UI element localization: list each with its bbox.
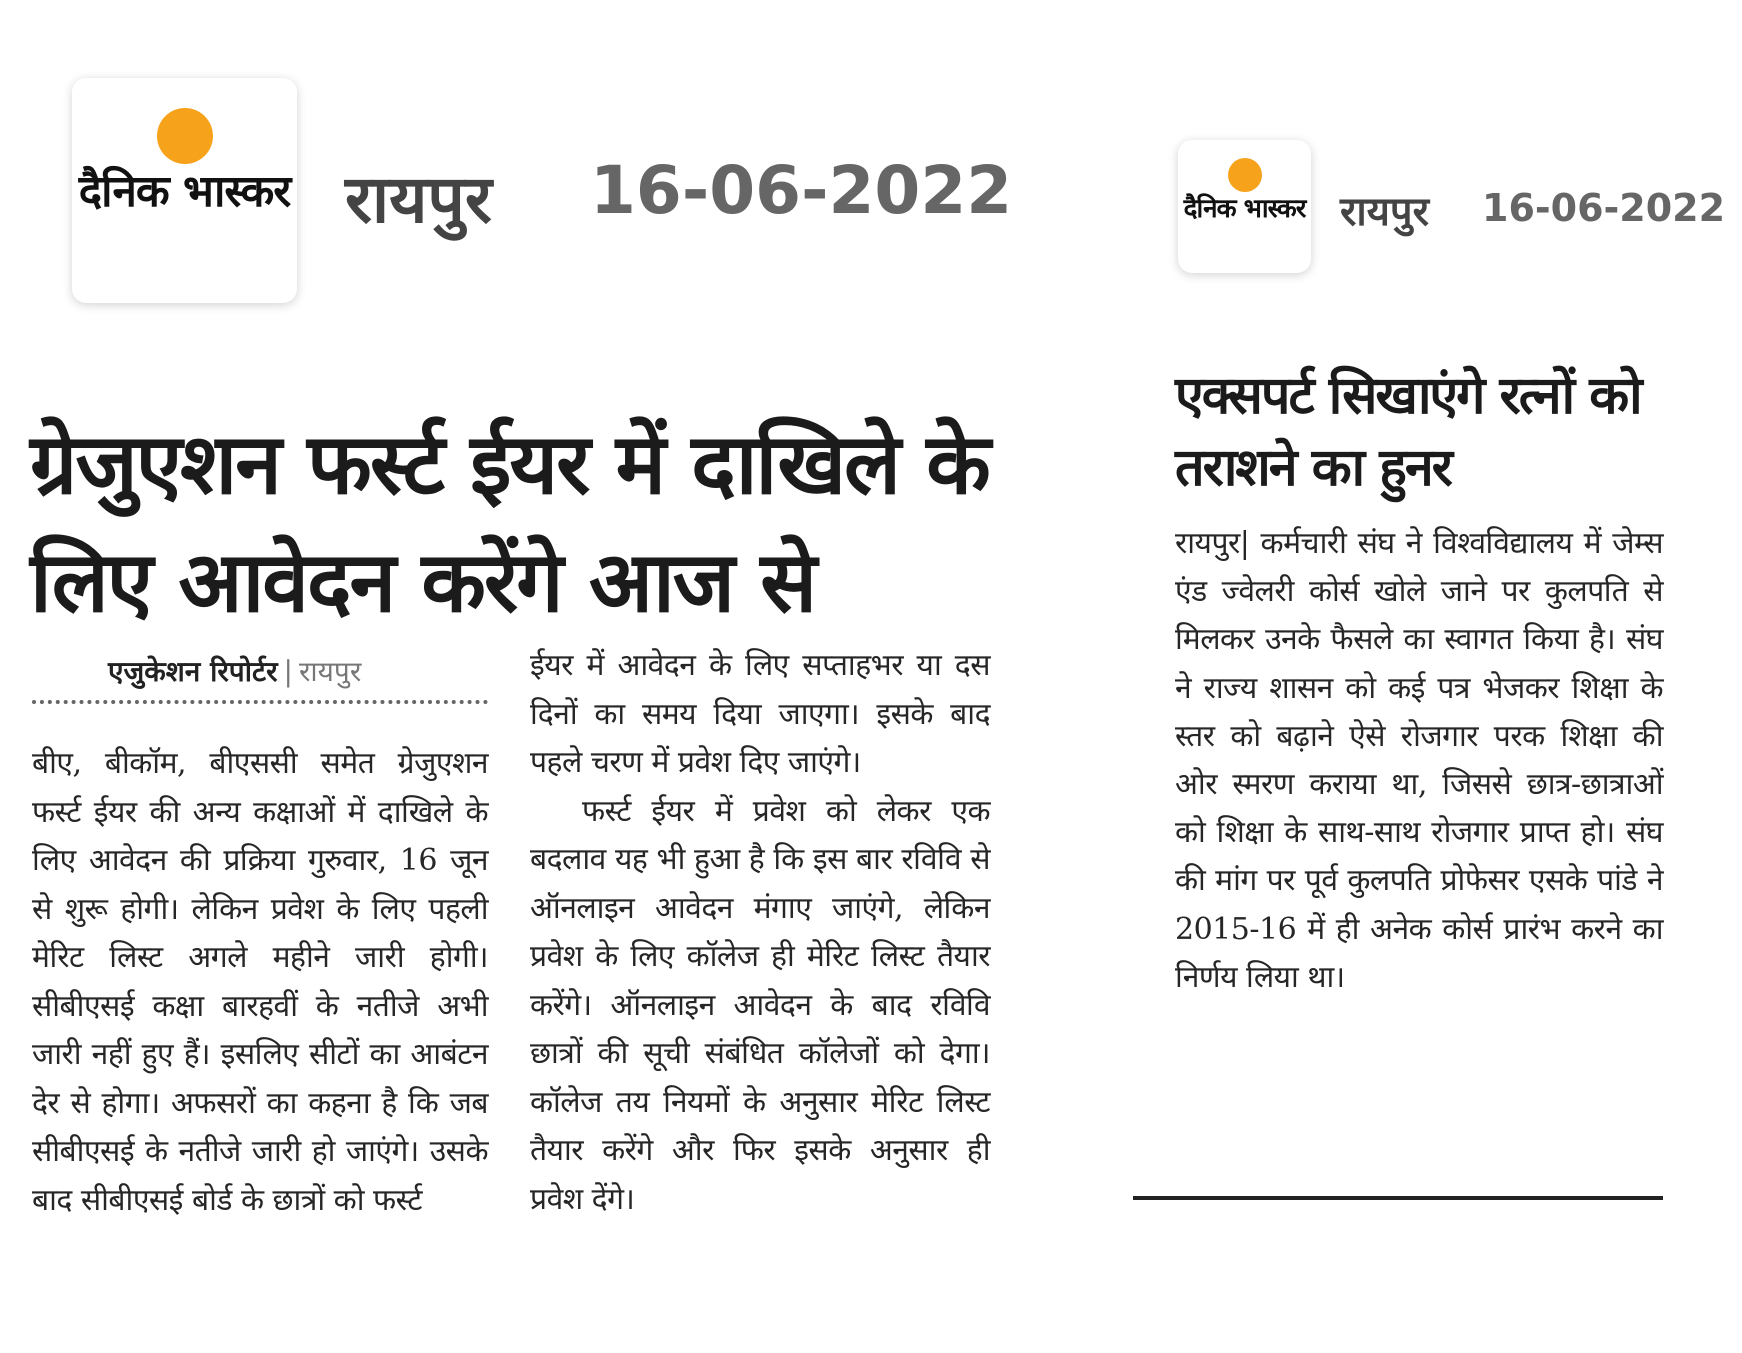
date-label: 16-06-2022 (1482, 186, 1726, 230)
logo-text: दैनिक भास्कर (78, 166, 291, 217)
city-label: रायपुर (345, 161, 492, 238)
article-column-1: बीए, बीकॉम, बीएससी समेत ग्रेजुएशन फर्स्ट ईयर की अन्य कक्षाओं में दाखिले के लिए आवेदन की प्रक्रिया गुरुवार, 16 जून से शुरू होगी। लेकिन प्रवेश के लिए पहली मेरिट लिस्ट अगले महीने जारी होगी। सीबीएसई कक्षा बारहवीं के नतीजे अभी जारी नहीं हुए हैं। इसलिए सीटों का आबंटन देर से होगा। अफसरों का कहना है कि जब सीबीएसई के नतीजे जारी हो जाएंगे। उसके बाद सीबीएसई बोर्ड के छात्रों को फर्स्ट (32, 746, 488, 1218)
article-body: रायपुर| कर्मचारी संघ ने विश्वविद्यालय में जेम्स एंड ज्वेलरी कोर्स खोले जाने पर कुलपति से मिलकर उनके फैसले का स्वागत किया है। संघ ने राज्य शासन को कई पत्र भेजकर शिक्षा के स्तर को बढ़ाने ऐसे रोजगार परक शिक्षा की ओर स्मरण कराया था, जिससे छात्र-छात्राओं को शिक्षा के साथ-साथ रोजगार प्राप्त हो। संघ की मांग पर पूर्व कुलपति प्रोफेसर एसके पांडे ने 2015-16 में ही अनेक कोर्स प्रारंभ करने का निर्णय लिया था। (1175, 526, 1663, 995)
byline-separator: | (283, 655, 293, 688)
byline-place: रायपुर (298, 655, 362, 688)
dotted-divider (32, 700, 488, 704)
dainik-bhaskar-logo (72, 78, 297, 303)
byline (108, 652, 361, 690)
logo-text: दैनिक भास्कर (1183, 194, 1306, 224)
city-label: रायपुर (1340, 189, 1429, 235)
headline: ग्रेजुएशन फर्स्ट ईयर में दाखिले के लिए आवेदन करेंगे आज से (30, 415, 989, 631)
paragraph: फर्स्ट ईयर में प्रवेश को लेकर एक बदलाव यह भी हुआ है कि इस बार रविवि से ऑनलाइन आवेदन मंगाए जाएंगे, लेकिन प्रवेश के लिए कॉलेज ही मेरिट लिस्ट तैयार करेंगे। ऑनलाइन आवेदन के बाद रविवि छात्रों की सूची संबंधित कॉलेजों को देगा। कॉलेज तय नियमों के अनुसार मेरिट लिस्ट तैयार करेंगे और फिर इसके अनुसार ही प्रवेश देंगे। (530, 793, 990, 1217)
article-column-2 (530, 642, 990, 1224)
dainik-bhaskar-logo (1178, 140, 1311, 273)
bottom-rule (1133, 1196, 1663, 1200)
paragraph: ईयर में आवेदन के लिए सप्ताहभर या दस दिनों का समय दिया जाएगा। इसके बाद पहले चरण में प्रवेश दिए जाएंगे। (530, 648, 990, 780)
headline: एक्सपर्ट सिखाएंगे रत्नों को तराशने का हुनर (1175, 366, 1641, 498)
date-label: 16-06-2022 (590, 152, 1013, 229)
reporter-name: एजुकेशन रिपोर्टर (108, 655, 278, 688)
sun-icon (157, 108, 213, 164)
sun-icon (1228, 158, 1262, 192)
